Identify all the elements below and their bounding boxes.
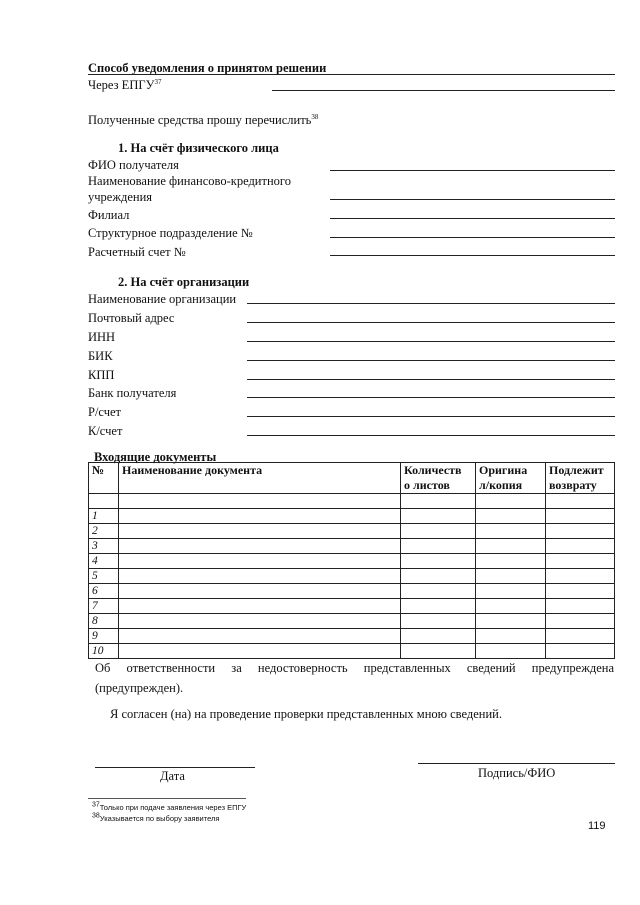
field-label-bank-institution: Наименование финансово-кредитного xyxy=(88,174,291,188)
docs-header-return-1: Подлежит xyxy=(549,463,604,477)
field-label-settlement-account: Расчетный счет № xyxy=(88,245,186,259)
field-k-account[interactable] xyxy=(247,435,615,436)
consent-statement: Я согласен (на) на проведение проверки представленных мною сведений. xyxy=(110,707,502,721)
notify-via-text: Через ЕПГУ xyxy=(88,78,155,92)
table-cell[interactable] xyxy=(119,539,401,554)
table-cell[interactable] xyxy=(476,494,546,509)
field-label-kpp: КПП xyxy=(88,368,115,382)
footnote-38 xyxy=(92,814,219,823)
table-row xyxy=(89,524,615,539)
table-cell[interactable] xyxy=(119,629,401,644)
table-cell[interactable] xyxy=(119,584,401,599)
signature-label: Подпись/ФИО xyxy=(478,766,556,780)
table-row xyxy=(89,494,615,509)
table-row xyxy=(89,584,615,599)
field-label-bank-institution-cont: учреждения xyxy=(88,190,153,204)
field-label-org-name: Наименование организации xyxy=(88,292,237,306)
row-number: 5 xyxy=(89,569,119,584)
row-number: 9 xyxy=(89,629,119,644)
field-label-branch: Филиал xyxy=(88,208,130,222)
table-cell[interactable] xyxy=(476,644,546,659)
table-row xyxy=(89,509,615,524)
docs-header-original xyxy=(476,463,546,494)
footnote-38-text: Указывается по выбору заявителя xyxy=(99,814,220,823)
notify-heading-line xyxy=(88,74,615,75)
transfer-request-text: Полученные средства прошу перечислить xyxy=(88,113,312,127)
table-cell[interactable] xyxy=(476,599,546,614)
notify-via xyxy=(88,78,161,93)
table-cell[interactable] xyxy=(119,554,401,569)
docs-header-return-2: возврату xyxy=(549,478,597,492)
table-cell[interactable] xyxy=(546,569,615,584)
table-cell[interactable] xyxy=(119,509,401,524)
table-cell[interactable] xyxy=(119,644,401,659)
table-cell[interactable] xyxy=(401,584,476,599)
row-number: 1 xyxy=(89,509,119,524)
table-cell[interactable] xyxy=(401,614,476,629)
table-cell[interactable] xyxy=(119,614,401,629)
footnote-ref-38: 38 xyxy=(311,112,319,121)
field-label-recipient-bank: Банк получателя xyxy=(88,386,177,400)
field-branch[interactable] xyxy=(330,218,615,219)
table-cell[interactable] xyxy=(401,569,476,584)
notify-via-line[interactable] xyxy=(272,90,615,91)
table-cell[interactable] xyxy=(476,569,546,584)
table-cell[interactable] xyxy=(546,524,615,539)
table-cell[interactable] xyxy=(546,614,615,629)
page-number: 119 xyxy=(588,820,606,832)
table-cell[interactable] xyxy=(401,494,476,509)
field-subdivision[interactable] xyxy=(330,237,615,238)
table-cell[interactable] xyxy=(546,509,615,524)
table-cell xyxy=(89,494,119,509)
table-cell[interactable] xyxy=(401,644,476,659)
responsibility-statement-cont: (предупрежден). xyxy=(95,681,184,695)
table-cell[interactable] xyxy=(476,539,546,554)
row-number: 4 xyxy=(89,554,119,569)
notify-heading: Способ уведомления о принятом решении xyxy=(88,61,327,75)
section2-title: 2. На счёт организации xyxy=(118,275,250,289)
docs-title: Входящие документы xyxy=(94,450,217,464)
table-cell[interactable] xyxy=(546,629,615,644)
field-postal-address[interactable] xyxy=(247,322,615,323)
transfer-request xyxy=(88,113,318,128)
table-cell[interactable] xyxy=(476,554,546,569)
table-cell[interactable] xyxy=(546,644,615,659)
docs-header-return xyxy=(546,463,615,494)
field-settlement-account[interactable] xyxy=(330,255,615,256)
field-recipient-bank[interactable] xyxy=(247,397,615,398)
table-cell[interactable] xyxy=(401,554,476,569)
field-org-name[interactable] xyxy=(247,303,615,304)
table-row xyxy=(89,599,615,614)
footnote-37 xyxy=(92,803,246,812)
docs-header-original-1: Оригина xyxy=(479,463,528,477)
table-cell[interactable] xyxy=(476,614,546,629)
row-number: 6 xyxy=(89,584,119,599)
table-cell[interactable] xyxy=(119,599,401,614)
table-cell[interactable] xyxy=(401,629,476,644)
field-label-bik: БИК xyxy=(88,349,113,363)
docs-header-row xyxy=(89,463,615,494)
docs-table xyxy=(88,462,615,659)
table-row xyxy=(89,614,615,629)
table-cell[interactable] xyxy=(546,599,615,614)
field-label-k-account: К/счет xyxy=(88,424,123,438)
field-bik[interactable] xyxy=(247,360,615,361)
field-recipient-name[interactable] xyxy=(330,170,615,171)
table-row xyxy=(89,569,615,584)
row-number: 3 xyxy=(89,539,119,554)
table-row xyxy=(89,539,615,554)
table-cell[interactable] xyxy=(476,524,546,539)
docs-header-name: Наименование документа xyxy=(119,463,401,494)
field-label-inn: ИНН xyxy=(88,330,116,344)
footnote-divider xyxy=(88,798,246,799)
docs-header-count xyxy=(401,463,476,494)
table-cell[interactable] xyxy=(119,494,401,509)
field-label-subdivision: Структурное подразделение № xyxy=(88,226,253,240)
responsibility-statement: Об ответственности за недостоверность представленных сведений предупреждена xyxy=(95,661,614,675)
date-label: Дата xyxy=(160,769,185,783)
table-cell[interactable] xyxy=(546,539,615,554)
table-cell[interactable] xyxy=(401,599,476,614)
docs-header-num: № xyxy=(89,463,119,494)
table-cell[interactable] xyxy=(119,524,401,539)
field-label-postal-address: Почтовый адрес xyxy=(88,311,175,325)
date-line[interactable] xyxy=(95,767,255,768)
table-cell[interactable] xyxy=(476,584,546,599)
table-cell[interactable] xyxy=(401,539,476,554)
table-cell[interactable] xyxy=(546,584,615,599)
row-number: 2 xyxy=(89,524,119,539)
row-number: 8 xyxy=(89,614,119,629)
table-row xyxy=(89,629,615,644)
table-cell[interactable] xyxy=(401,524,476,539)
table-cell[interactable] xyxy=(401,509,476,524)
table-cell[interactable] xyxy=(546,554,615,569)
table-row xyxy=(89,554,615,569)
field-kpp[interactable] xyxy=(247,379,615,380)
table-row xyxy=(89,644,615,659)
field-label-r-account: Р/счет xyxy=(88,405,122,419)
footnote-37-text: Только при подаче заявления через ЕПГУ xyxy=(99,803,247,812)
docs-header-original-2: л/копия xyxy=(479,478,523,492)
field-r-account[interactable] xyxy=(247,416,615,417)
footnote-ref-37: 37 xyxy=(154,77,162,86)
row-number: 10 xyxy=(89,644,119,659)
field-bank-institution[interactable] xyxy=(330,199,615,200)
footnote-37-ref: 37 xyxy=(92,801,100,809)
table-cell[interactable] xyxy=(476,509,546,524)
footnote-38-ref: 38 xyxy=(92,812,100,820)
signature-line[interactable] xyxy=(418,763,615,764)
field-label-recipient-name: ФИО получателя xyxy=(88,158,179,172)
row-number: 7 xyxy=(89,599,119,614)
table-cell[interactable] xyxy=(476,629,546,644)
table-cell[interactable] xyxy=(546,494,615,509)
field-inn[interactable] xyxy=(247,341,615,342)
table-cell[interactable] xyxy=(119,569,401,584)
docs-header-count-1: Количеств xyxy=(404,463,462,477)
section1-title: 1. На счёт физического лица xyxy=(118,141,279,155)
docs-header-count-2: о листов xyxy=(404,478,450,492)
